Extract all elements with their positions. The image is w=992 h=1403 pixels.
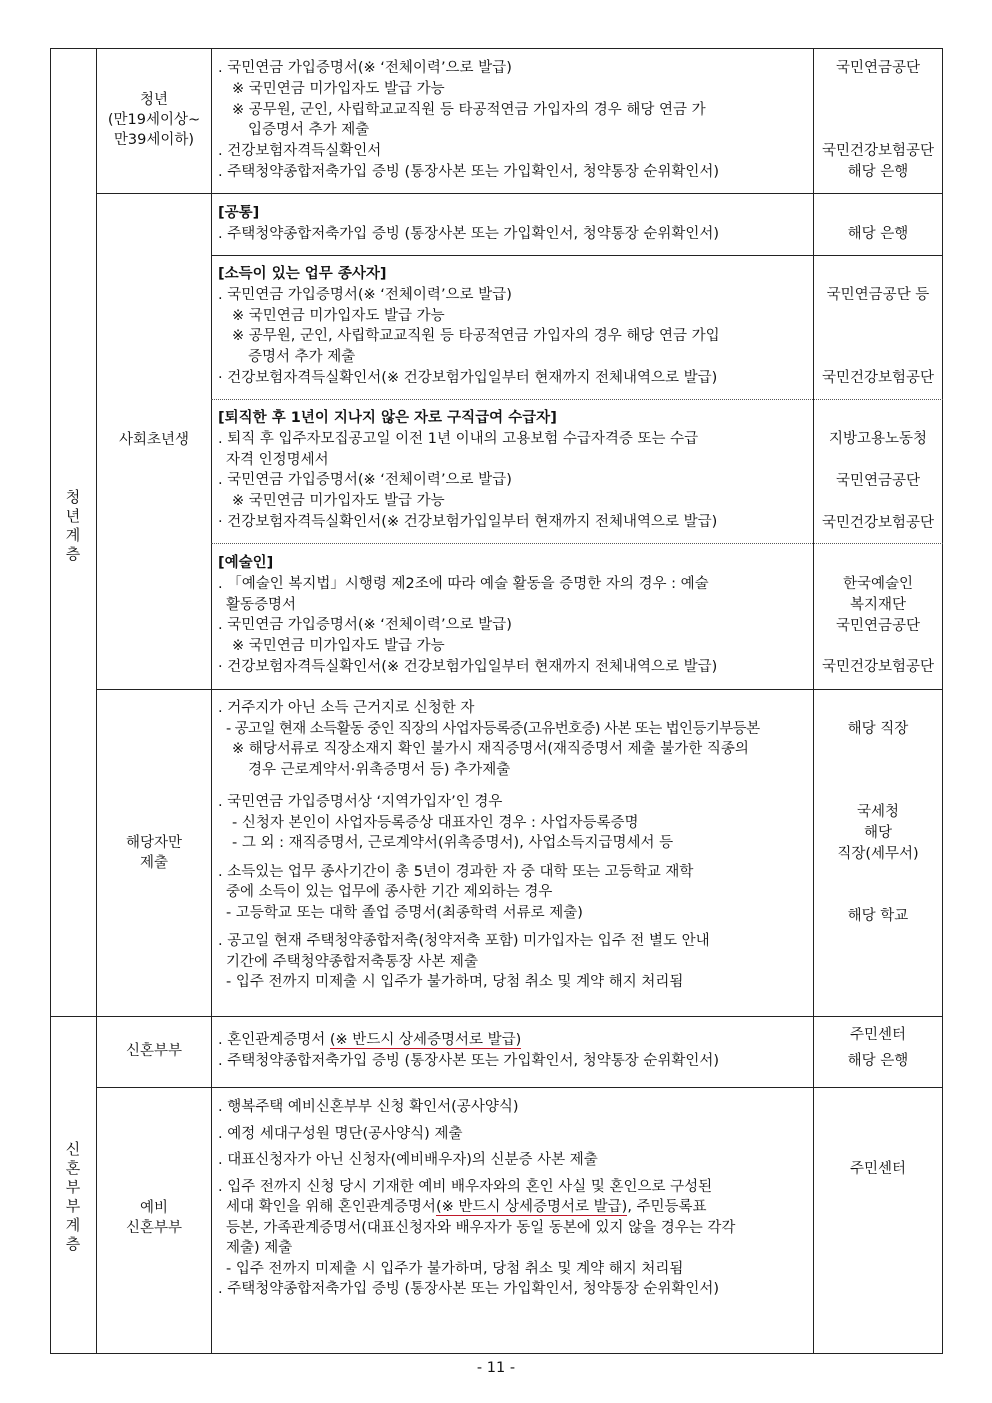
doc-note: ※ 국민연금 미가입자도 발급 가능 [232, 638, 445, 655]
issuer: 해당 은행 [847, 164, 909, 180]
category-line: 신혼부부 [125, 1043, 183, 1059]
section-header: [퇴직한 후 1년이 지나지 않은 자로 구직급여 수급자] [218, 410, 557, 426]
doc-note: 경우 근로계약서·위촉증명서 등) 추가제출 [248, 761, 511, 778]
doc-subline: - 입주 전까지 미제출 시 입주가 불가하며, 당첨 취소 및 계약 해지 처리됨 [226, 1260, 684, 1277]
youth-documents [218, 58, 810, 183]
category-line: 신혼부부 [125, 1220, 183, 1236]
doc-line: . 대표신청자가 아닌 신청자(예비배우자)의 신분증 사본 제출 [218, 1152, 598, 1168]
category-line: 만39세이하) [113, 132, 195, 148]
doc-line: . 소득있는 업무 종사기간이 총 5년이 경과한 자 중 대학 또는 고등학교 재학 [218, 863, 694, 880]
artist-documents [218, 553, 810, 678]
doc-line: . 거주지가 아닌 소득 근거지로 신청한 자 [218, 700, 475, 716]
issuer: 해당 은행 [847, 226, 909, 242]
issuer: 국민연금공단 [835, 473, 921, 489]
retired-documents [218, 408, 810, 533]
category-graduate [97, 430, 211, 450]
doc-line: . 퇴직 후 입주자모집공고일 이전 1년 이내의 고용보험 수급자격증 또는 수급 [218, 430, 699, 447]
category-line: 청년 [139, 92, 168, 108]
col-divider [211, 48, 212, 1354]
dotted-divider [211, 543, 943, 544]
category-line: 제출 [139, 855, 168, 871]
newlywed-documents [218, 1030, 810, 1072]
doc-note: 증명서 추가 제출 [248, 349, 356, 366]
underlined-note: (※ 반드시 상세증명서로 발급) [435, 1199, 628, 1215]
doc-line: 등본, 가족관계증명서(대표신청자와 배우자가 동일 동본에 있지 않을 경우는 각각 [226, 1219, 736, 1236]
doc-subline: - 입주 전까지 미제출 시 입주가 불가하며, 당첨 취소 및 계약 해지 처리됨 [226, 974, 684, 990]
group-label-text: 신혼부부계층 [65, 1140, 81, 1253]
section-header: [예술인] [218, 555, 274, 571]
doc-line: 기간에 주택청약종합저축통장 사본 제출 [226, 953, 478, 970]
issuer: 해당 [863, 825, 892, 841]
doc-line: · 건강보험자격득실확인서(※ 건강보험가입일부터 현재까지 전체내역으로 발급) [218, 369, 718, 386]
doc-line: . 공고일 현재 주택청약종합저축(청약저축 포함) 미가입자는 입주 전 별도 안내 [218, 933, 710, 949]
doc-subline: - 공고일 현재 소득활동 중인 직장의 사업자등록증(고유번호증) 사본 또는 법인등기부등본 [226, 720, 760, 737]
doc-line: . 주택청약종합저축가입 증빙 (통장사본 또는 가입확인서, 청약통장 순위확인서) [218, 225, 720, 242]
issuer: 국민건강보험공단 [821, 370, 935, 386]
doc-line: . 건강보험자격득실확인서 [218, 143, 382, 160]
category-line: 해당자만 [125, 835, 183, 851]
doc-line: 자격 인정명세서 [226, 451, 329, 468]
doc-line: . 입주 전까지 신청 당시 기재한 예비 배우자와의 혼인 사실 및 혼인으로 구성된 [218, 1178, 713, 1195]
doc-text: , 주민등록표 [627, 1199, 707, 1215]
row-divider [50, 1016, 943, 1017]
doc-note: ※ 국민연금 미가입자도 발급 가능 [232, 493, 445, 510]
doc-note: ※ 국민연금 미가입자도 발급 가능 [232, 307, 445, 324]
doc-text: . 혼인관계증명서 [218, 1032, 330, 1048]
issuer: 국민연금공단 등 [826, 287, 930, 303]
issuer: 국민건강보험공단 [821, 143, 935, 159]
group-label-newlywed [58, 1140, 88, 1254]
doc-subline: - 신청자 본인이 사업자등록증상 대표자인 경우 : 사업자등록증명 [232, 814, 639, 831]
page-number: - 11 - [476, 1360, 516, 1376]
issuer: 해당 직장 [847, 721, 909, 737]
issuer: 국민연금공단 [835, 60, 921, 76]
doc-note: ※ 해당서류로 직장소재지 확인 불가시 재직증명서(재직증명서 제출 불가한 직종의 [232, 741, 749, 757]
issuer: 국민연금공단 [835, 618, 921, 634]
doc-line: 중에 소득이 있는 업무에 종사한 기간 제외하는 경우 [226, 884, 553, 900]
row-divider [96, 689, 943, 690]
underlined-note: (※ 반드시 상세증명서로 발급) [329, 1032, 522, 1048]
category-youth [97, 90, 211, 150]
category-newlywed [97, 1041, 211, 1061]
doc-line: . 주택청약종합저축가입 증빙 (통장사본 또는 가입확인서, 청약통장 순위확인서) [218, 163, 720, 180]
group-label-youth [58, 488, 88, 564]
doc-line: . 주택청약종합저축가입 증빙 (통장사본 또는 가입확인서, 청약통장 순위확인서) [218, 1052, 720, 1069]
doc-subline: - 고등학교 또는 대학 졸업 증명서(최종학력 서류로 제출) [226, 904, 583, 921]
category-line: (만19세이상~ [107, 112, 201, 128]
doc-line: . 국민연금 가입증명서(※ ‘전체이력’으로 발급) [218, 286, 512, 303]
issuer: 직장(세무서) [837, 846, 919, 862]
doc-note: ※ 공무원, 군인, 사립학교교직원 등 타공적연금 가입자의 경우 해당 연금 가 [232, 101, 706, 118]
doc-line: · 건강보험자격득실확인서(※ 건강보험가입일부터 현재까지 전체내역으로 발급) [218, 658, 718, 675]
section-header: [공통] [218, 205, 260, 221]
issuer: 해당 은행 [847, 1053, 909, 1069]
doc-line: . 국민연금 가입증명서상 ‘지역가입자’인 경우 [218, 794, 503, 810]
doc-line: . 국민연금 가입증명서(※ ‘전체이력’으로 발급) [218, 617, 512, 634]
row-divider [211, 255, 943, 256]
category-line: 사회초년생 [118, 432, 190, 448]
income-documents [218, 264, 810, 389]
common-documents [218, 203, 810, 245]
issuer: 해당 학교 [847, 908, 909, 924]
doc-note: ※ 공무원, 군인, 사립학교교직원 등 타공적연금 가입자의 경우 해당 연금 가입 [232, 328, 720, 345]
doc-line [218, 1030, 810, 1051]
doc-line: . 「예술인 복지법」시행령 제2조에 따라 예술 활동을 증명한 자의 경우 : 예술 [218, 575, 709, 592]
doc-line [218, 1197, 810, 1218]
doc-line: 제출) 제출 [226, 1240, 293, 1256]
issuer: 주민센터 [849, 1161, 907, 1177]
applicable-documents [218, 698, 810, 993]
col-divider [96, 48, 97, 1354]
doc-line: . 행복주택 예비신혼부부 신청 확인서(공사양식) [218, 1099, 519, 1115]
doc-line: . 예정 세대구성원 명단(공사양식) 제출 [218, 1125, 463, 1142]
doc-note: ※ 국민연금 미가입자도 발급 가능 [232, 80, 445, 97]
document-table [50, 48, 943, 1354]
doc-line: · 건강보험자격득실확인서(※ 건강보험가입일부터 현재까지 전체내역으로 발급) [218, 513, 718, 530]
category-line: 예비 [139, 1200, 168, 1216]
doc-line: 활동증명서 [226, 596, 297, 613]
issuer: 주민센터 [849, 1027, 907, 1043]
category-applicable [97, 833, 211, 873]
doc-line: . 국민연금 가입증명서(※ ‘전체이력’으로 발급) [218, 60, 512, 76]
section-header: [소득이 있는 업무 종사자] [218, 266, 387, 282]
prospective-documents [218, 1097, 810, 1300]
row-divider [96, 193, 943, 194]
dotted-divider [211, 399, 943, 400]
row-divider [96, 1087, 943, 1088]
issuer: 국민건강보험공단 [821, 659, 935, 675]
doc-subline: - 그 외 : 재직증명서, 근로계약서(위촉증명서), 사업소득지급명세서 등 [232, 835, 674, 851]
issuer: 국세청 [856, 804, 900, 820]
group-label-text: 청년계층 [65, 488, 81, 563]
issuer: 복지재단 [849, 597, 907, 613]
issuer: 국민건강보험공단 [821, 515, 935, 531]
issuer: 한국예술인 [842, 576, 914, 592]
doc-text: 세대 확인을 위해 혼인관계증명서 [226, 1199, 436, 1215]
doc-line: . 국민연금 가입증명서(※ ‘전체이력’으로 발급) [218, 472, 512, 489]
issuer: 지방고용노동청 [828, 431, 928, 447]
doc-note: 입증명서 추가 제출 [248, 122, 370, 139]
category-prospective [97, 1198, 211, 1238]
doc-line: . 주택청약종합저축가입 증빙 (통장사본 또는 가입확인서, 청약통장 순위확인서) [218, 1281, 720, 1297]
